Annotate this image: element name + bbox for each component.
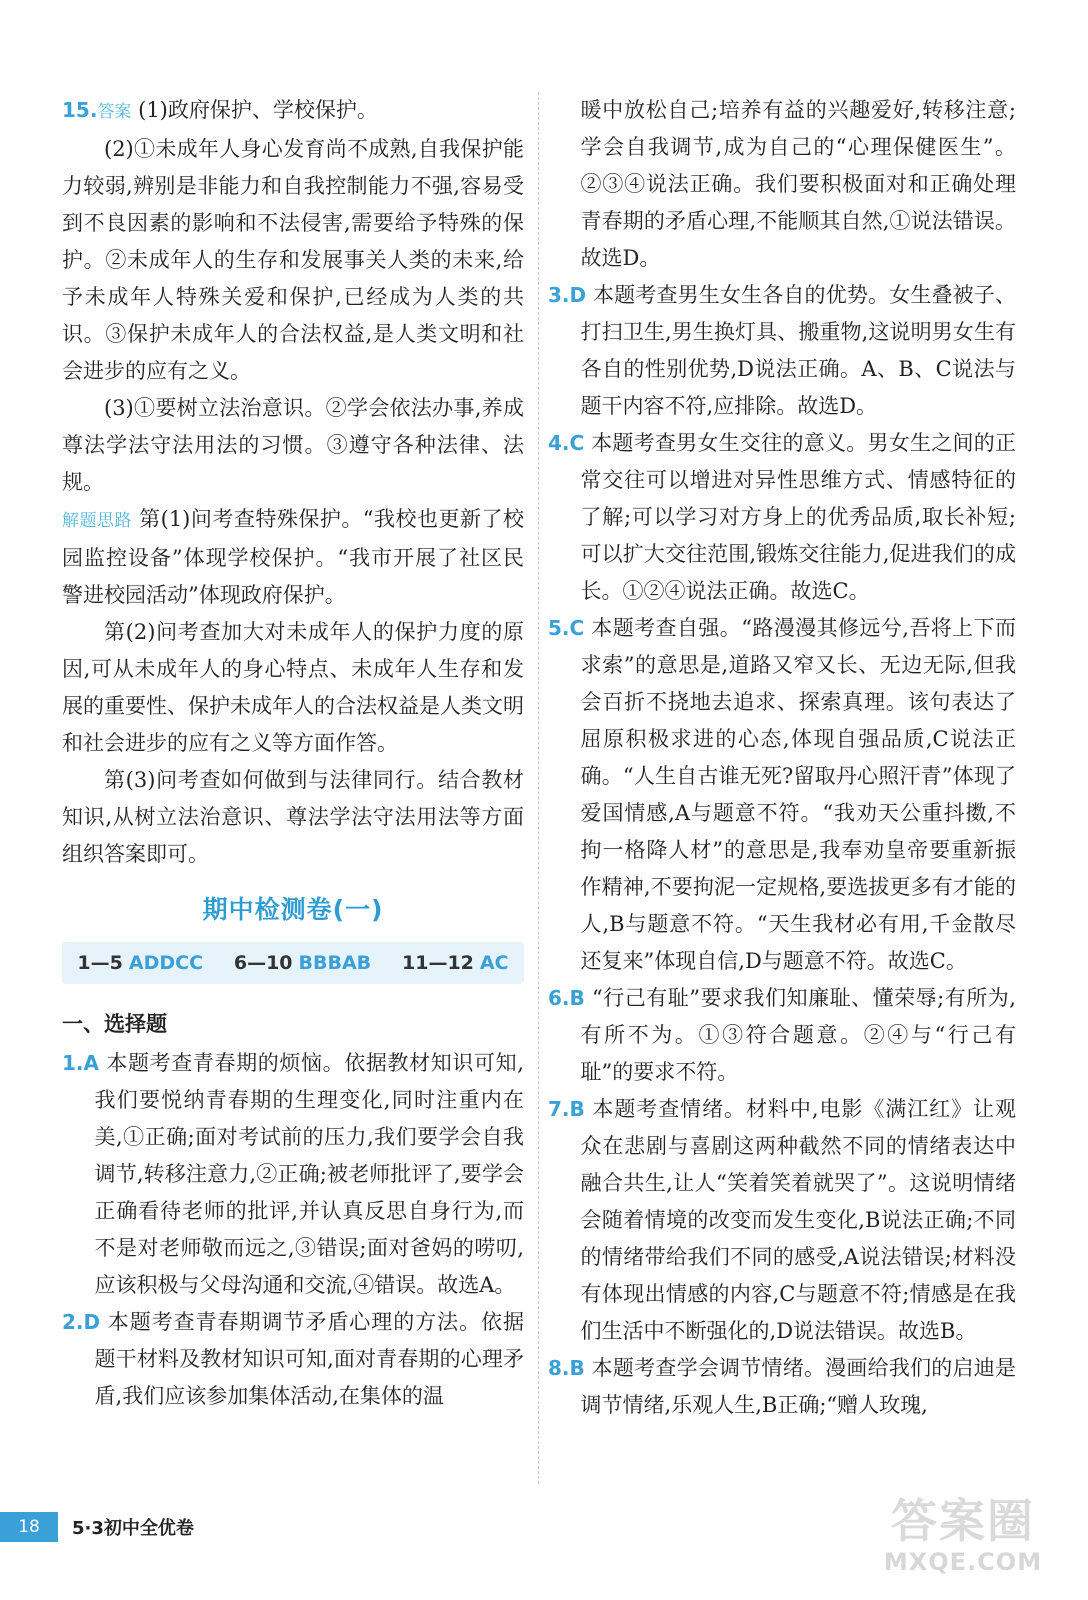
q15-number: 15. (62, 98, 98, 122)
brand-name: 5·3初中全优卷 (72, 1518, 194, 1539)
q15-line1 (62, 92, 524, 131)
q5-explanation (548, 610, 1016, 980)
q1-explanation (62, 1045, 524, 1304)
q4-label: 4.C (548, 431, 585, 455)
left-column (62, 92, 524, 1415)
answer-group (234, 945, 371, 982)
answer-letters: BBBAB (298, 951, 372, 974)
answer-tag: 答案 (97, 102, 132, 122)
q8-label: 8.B (548, 1356, 585, 1380)
watermark-logo (868, 1494, 1058, 1582)
q2-explanation (62, 1304, 524, 1415)
idea-tag: 解题思路 (62, 511, 132, 531)
q8-explanation (548, 1350, 1016, 1424)
q15-idea-3: 第(3)问考查如何做到与法律同行。结合教材知识,从树立法治意识、尊法学法守法用法等方面组织答案即可。 (62, 768, 524, 866)
q7-text: 本题考查情绪。材料中,电影《满江红》让观众在悲剧与喜剧这两种截然不同的情绪表达中融合共生,让人“笑着笑着就哭了”。这说明情绪会随着情境的改变而发生变化,B说法正确;不同的情绪带给我们不同的感受,A说法错误;材料没有体现出情感的内容,C与题意不符;情感是在我们生活中不断强化的,D说法错误。故选B。 (580, 1097, 1016, 1343)
q15-idea-1 (62, 501, 524, 614)
answer-range: 6—10 (233, 951, 293, 974)
q6-explanation (548, 980, 1016, 1091)
answer-group (77, 945, 203, 982)
q2-text: 本题考查青春期调节矛盾心理的方法。依据题干材料及教材知识可知,面对青春期的心理矛盾,我们应该参加集体活动,在集体的温 (94, 1310, 524, 1408)
q15-idea-1-text: 第(1)问考查特殊保护。“我校也更新了校园监控设备”体现学校保护。“我市开展了社区民警进校园活动”体现政府保护。 (62, 507, 524, 607)
q15-answer-2: (2)①未成年人身心发育尚不成熟,自我保护能力较弱,辨别是非能力和自我控制能力不强,容易受到不良因素的影响和不法侵害,需要给予特殊的保护。②未成年人的生存和发展事关人类的未来,给予未成年人特殊关爱和保护,已经成为人类的共识。③保护未成年人的合法权益,是人类文明和社会进步的应有之义。 (62, 137, 524, 383)
watermark-text: 答案圈 (891, 1494, 1035, 1548)
q4-explanation (548, 425, 1016, 610)
answer-letters: ADDCC (128, 951, 204, 974)
q2-label: 2.D (62, 1310, 101, 1334)
q15-idea-2: 第(2)问考查加大对未成年人的保护力度的原因,可从未成年人的身心特点、未成年人生存和发展的重要性、保护未成年人的合法权益是人类文明和社会进步的应有之义等方面作答。 (62, 620, 524, 755)
q7-label: 7.B (548, 1097, 585, 1121)
q6-label: 6.B (548, 986, 585, 1010)
page-number: 18 (0, 1512, 58, 1542)
column-divider (538, 92, 540, 1484)
q5-label: 5.C (548, 616, 585, 640)
q3-explanation (548, 277, 1016, 425)
q5-text: 本题考查自强。“路漫漫其修远兮,吾将上下而求索”的意思是,道路又窄又长、无边无际,但我会百折不挠地去追求、探索真理。该句表达了屈原积极求进的心态,体现自强品质,C说法正确。“人生自古谁无死?留取丹心照汗青”体现了爱国情感,A与题意不符。“我劝天公重抖擞,不拘一格降人材”的意思是,我奉劝皇帝要重新振作精神,不要拘泥一定规格,要选拔更多有才能的人,B与题意不符。“天生我材必有用,千金散尽还复来”体现自信,D与题意不符。故选C。 (580, 616, 1016, 973)
watermark-url: MXQE.COM (883, 1548, 1043, 1576)
q7-explanation (548, 1091, 1016, 1350)
q2-continued: 暖中放松自己;培养有益的兴趣爱好,转移注意;学会自我调节,成为自己的“心理保健医生”。②③④说法正确。我们要积极面对和正确处理青春期的矛盾心理,不能顺其自然,①说法错误。故选D。 (580, 98, 1016, 270)
q6-text: “行己有耻”要求我们知廉耻、懂荣辱;有所为,有所不为。①③符合题意。②④与“行己有耻”的要求不符。 (580, 986, 1016, 1084)
q1-label: 1.A (62, 1051, 99, 1075)
exam-title: 期中检测卷(一) (202, 895, 384, 924)
q3-text: 本题考查男生女生各自的优势。女生叠被子、打扫卫生,男生换灯具、搬重物,这说明男女生有各自的性别优势,D说法正确。A、B、C说法与题干内容不符,应排除。故选D。 (580, 283, 1016, 418)
answer-range: 11—12 (402, 951, 474, 974)
q3-label: 3.D (548, 283, 587, 307)
section-title: 一、选择题 (62, 1012, 167, 1036)
q1-text: 本题考查青春期的烦恼。依据教材知识可知,我们要悦纳青春期的生理变化,同时注重内在美,①正确;面对考试前的压力,我们要学会自我调节,转移注意力,②正确;被老师批评了,要学会正确看待老师的批评,并认真反思自身行为,而不是对老师敬而远之,③错误;面对爸妈的唠叨,应该积极与父母沟通和交流,④错误。故选A。 (94, 1051, 524, 1297)
answer-key-bar (62, 942, 524, 984)
answer-group (402, 945, 509, 982)
answer-letters: AC (479, 951, 509, 974)
q15-answer-3: (3)①要树立法治意识。②学会依法办事,养成尊法学法守法用法的习惯。③遵守各种法律、法规。 (62, 396, 524, 494)
answer-range: 1—5 (77, 951, 123, 974)
q4-text: 本题考查男女生交往的意义。男女生之间的正常交往可以增进对异性思维方式、情感特征的了解;可以学习对方身上的优秀品质,取长补短;可以扩大交往范围,锻炼交往能力,促进我们的成长。①②④说法正确。故选C。 (580, 431, 1016, 603)
q8-text: 本题考查学会调节情绪。漫画给我们的启迪是调节情绪,乐观人生,B正确;“赠人玫瑰, (580, 1356, 1016, 1417)
q15-answer-1: (1)政府保护、学校保护。 (138, 98, 378, 122)
right-column (548, 92, 1016, 1424)
